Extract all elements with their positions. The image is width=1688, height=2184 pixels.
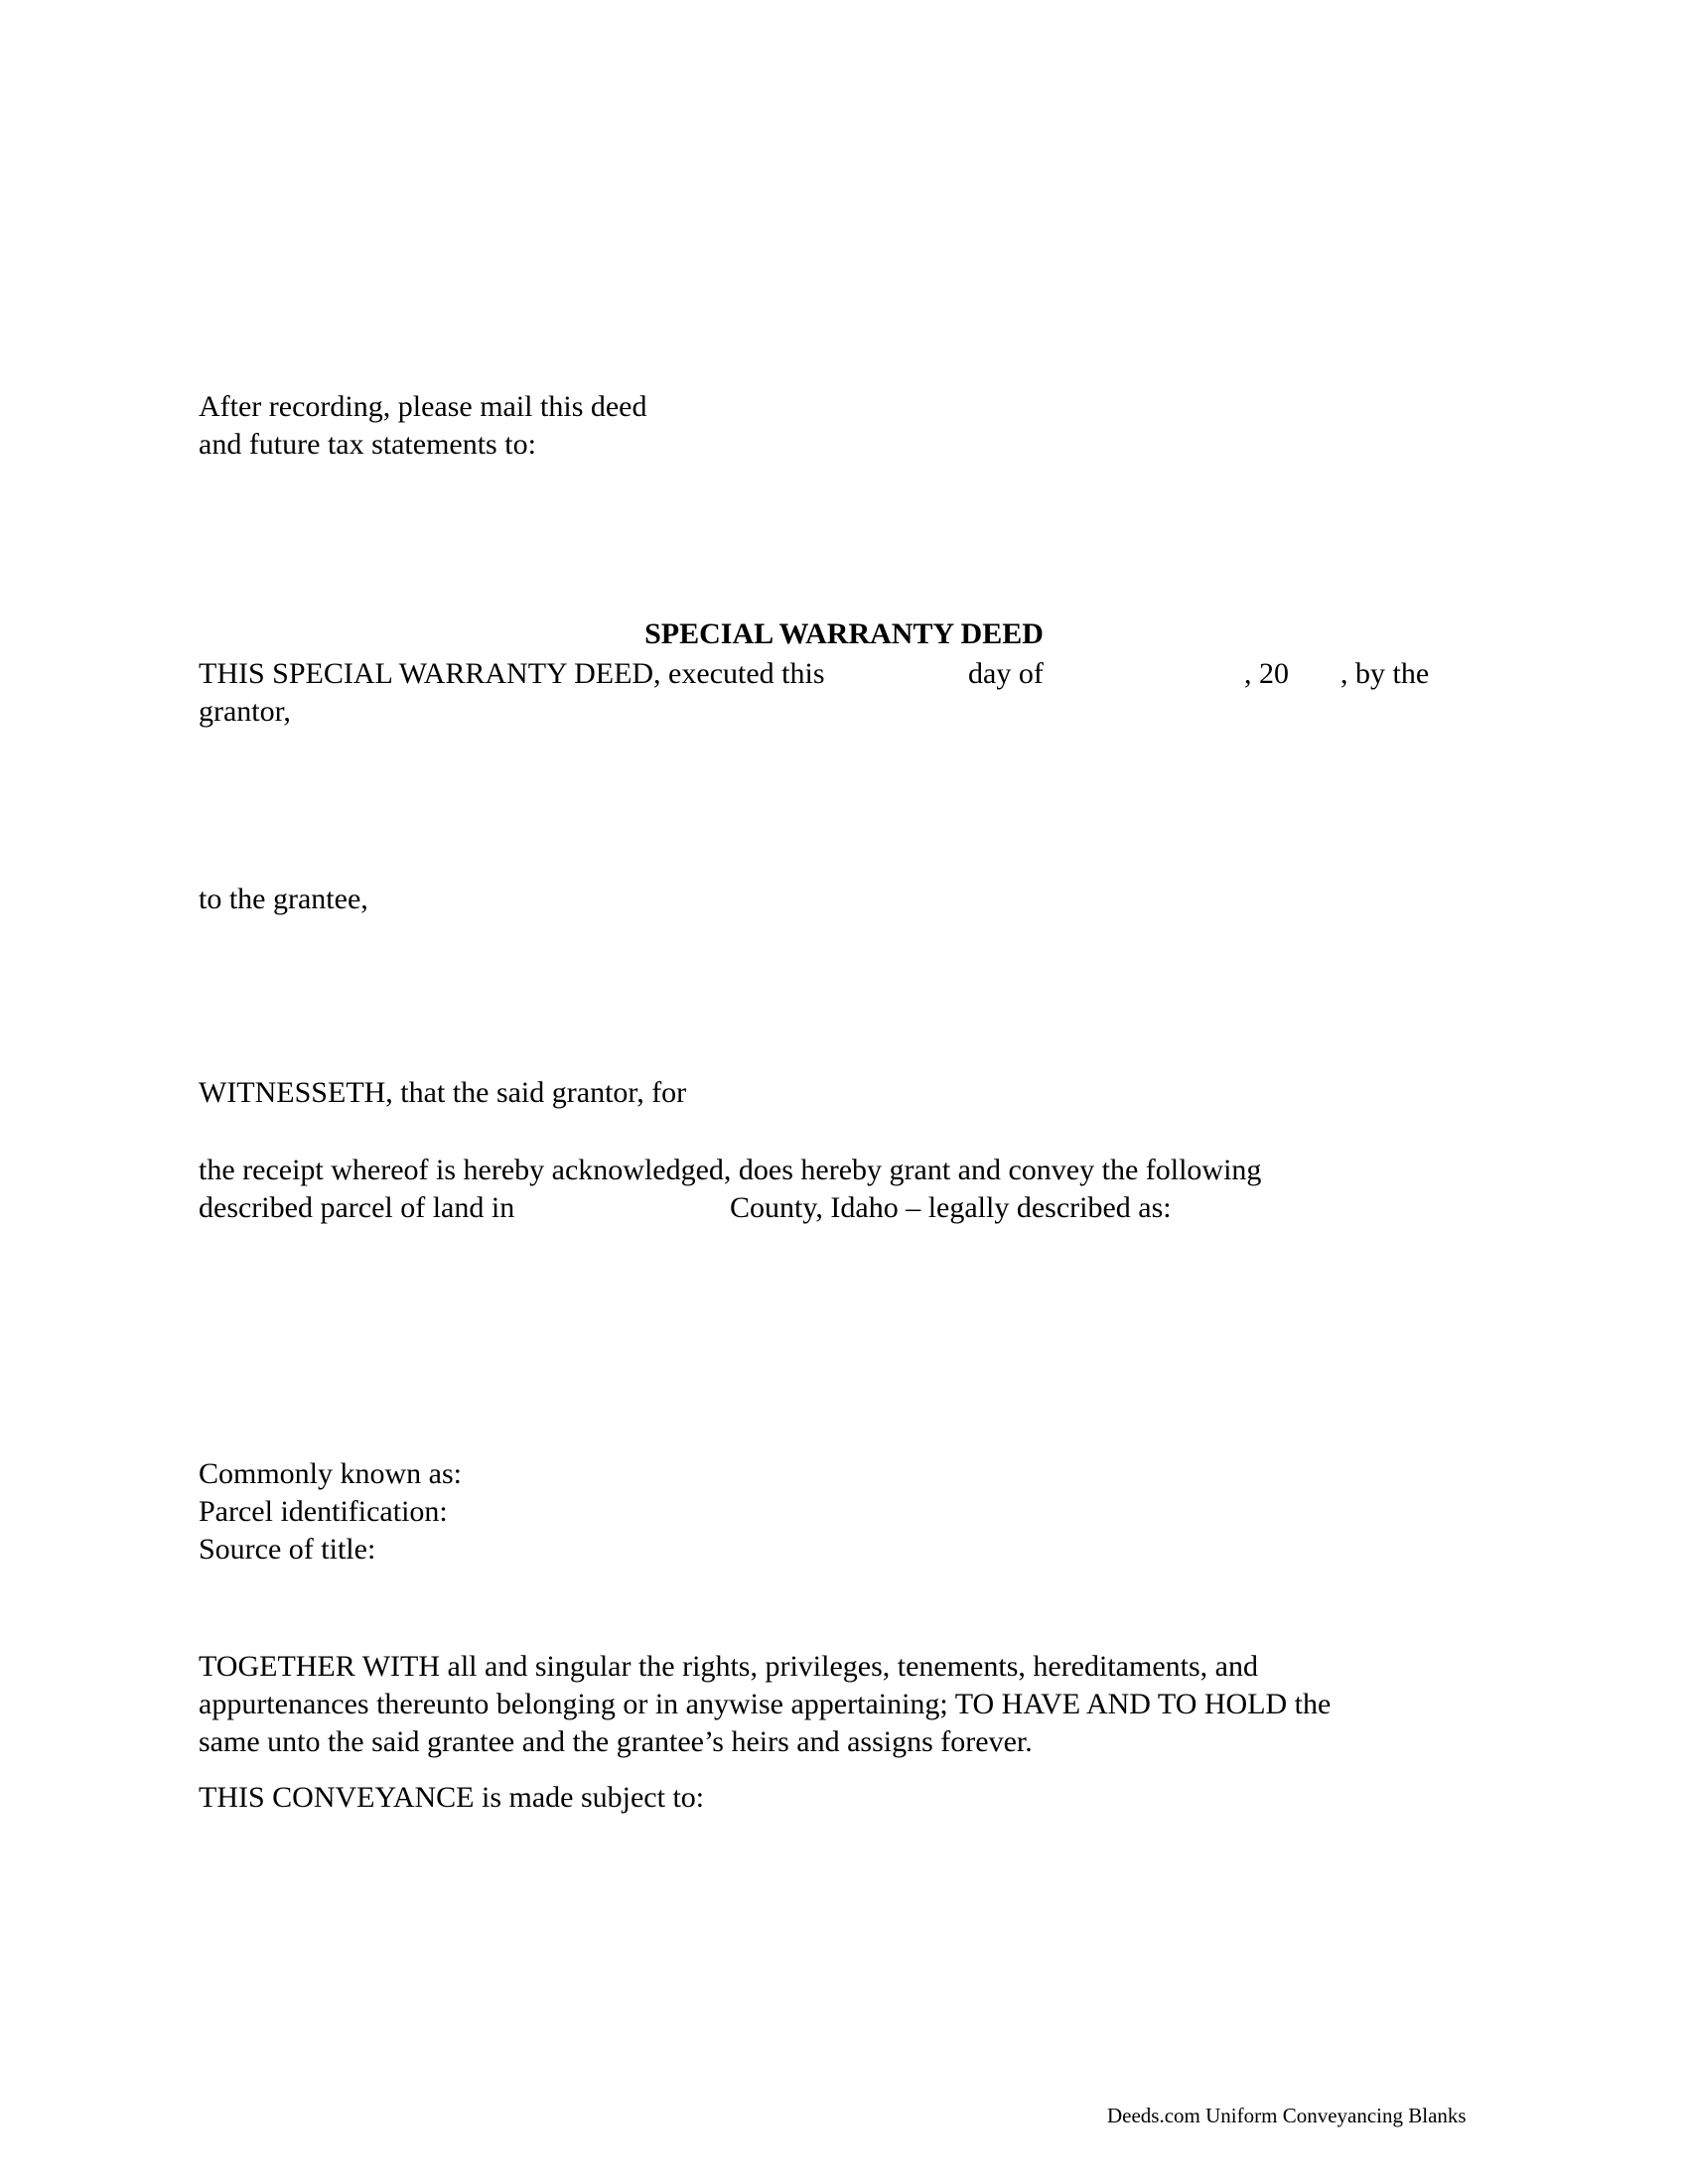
mailing-line-2: and future tax statements to:: [199, 428, 536, 461]
mailing-line-1: After recording, please mail this deed: [199, 390, 647, 423]
execution-year-prefix: , 20: [1244, 657, 1289, 690]
witnesseth-line-2: the receipt whereof is hereby acknowledged, does hereby grant and convey the following: [199, 1154, 1262, 1186]
together-line-2: appurtenances thereunto belonging or in anywise appertaining; TO HAVE AND TO HOLD the: [199, 1688, 1332, 1720]
witnesseth-line-1: WITNESSETH, that the said grantor, for: [199, 1076, 687, 1109]
parcel-identification-label: Parcel identification:: [199, 1495, 448, 1528]
together-line-1: TOGETHER WITH all and singular the rights, privileges, tenements, hereditaments, and: [199, 1650, 1258, 1683]
execution-day-of: day of: [968, 657, 1044, 690]
together-line-3: same unto the said grantee and the grantee’s heirs and assigns forever.: [199, 1725, 1033, 1758]
witnesseth-line-3-left: described parcel of land in: [199, 1191, 515, 1224]
execution-by-the: , by the: [1340, 657, 1430, 690]
document-title: SPECIAL WARRANTY DEED: [644, 617, 1044, 650]
commonly-known-as-label: Commonly known as:: [199, 1457, 463, 1490]
source-of-title-label: Source of title:: [199, 1533, 376, 1566]
execution-intro: THIS SPECIAL WARRANTY DEED, executed this: [199, 657, 825, 690]
footer-branding: Deeds.com Uniform Conveyancing Blanks: [1107, 2104, 1467, 2127]
execution-grantor: grantor,: [199, 695, 291, 728]
witnesseth-line-3-right: County, Idaho – legally described as:: [730, 1191, 1172, 1224]
conveyance-subject-to: THIS CONVEYANCE is made subject to:: [199, 1781, 705, 1814]
grantee-label: to the grantee,: [199, 883, 368, 915]
